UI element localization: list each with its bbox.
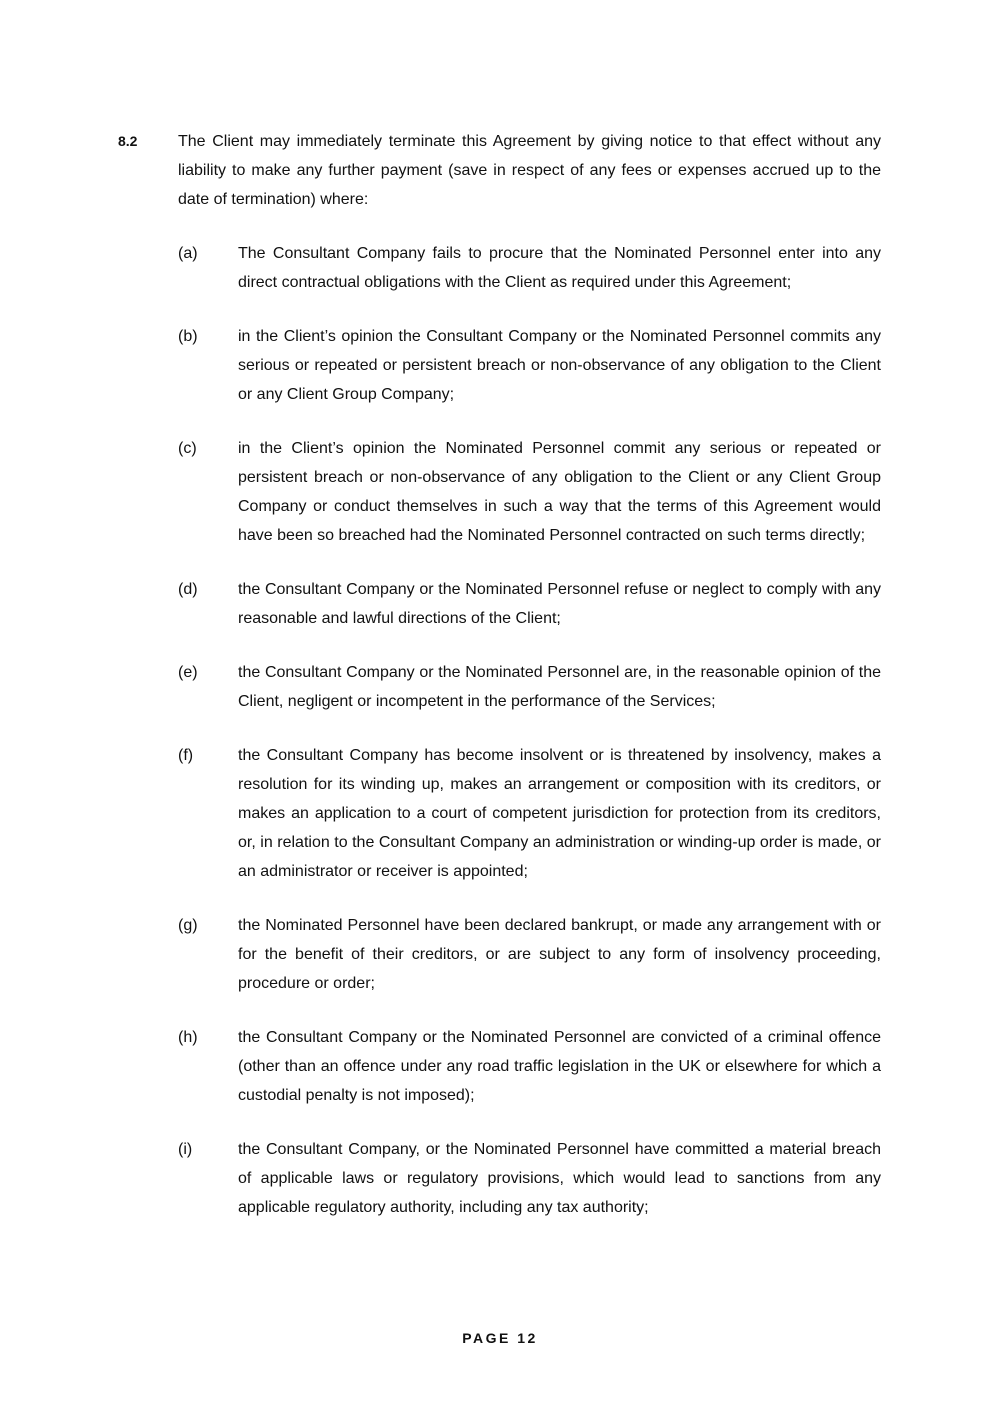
- item-label: (i): [178, 1141, 193, 1158]
- list-item: [178, 322, 881, 409]
- clause-lead-text: The Client may immediately terminate this Agreement by giving notice to that effect without any liability to make any further payment (save in respect of any fees or expenses accrued up to the date of termination) where:: [178, 133, 881, 208]
- item-text: The Consultant Company fails to procure that the Nominated Personnel enter into any direct contractual obligations with the Client as required under this Agreement;: [238, 245, 881, 291]
- page-number: PAGE 12: [462, 1330, 538, 1346]
- clause-items: [178, 239, 881, 1222]
- item-label: (d): [178, 581, 198, 598]
- item-label: (e): [178, 664, 198, 681]
- list-item: [178, 575, 881, 633]
- item-text: the Consultant Company has become insolvent or is threatened by insolvency, makes a resolution for its winding up, makes an arrangement or composition with its creditors, or makes an application to a court of competent jurisdiction for protection from its creditors, or, in relation to the Consultant Company an administration or winding-up order is made, or an administrator or receiver is appointed;: [238, 747, 881, 880]
- item-label: (h): [178, 1029, 198, 1046]
- list-item: [178, 239, 881, 297]
- item-text: the Consultant Company or the Nominated Personnel are convicted of a criminal offence (other than an offence under any road traffic legislation in the UK or elsewhere for which a custodial penalty is not imposed);: [238, 1029, 881, 1104]
- list-item: [178, 434, 881, 550]
- list-item: [178, 741, 881, 886]
- item-text: the Consultant Company or the Nominated Personnel are, in the reasonable opinion of the Client, negligent or incompetent in the performance of the Services;: [238, 664, 881, 710]
- list-item: [178, 1023, 881, 1110]
- clause-8-2: [118, 127, 881, 1247]
- clause-number: 8.2: [118, 133, 138, 149]
- item-text: the Consultant Company or the Nominated Personnel refuse or neglect to comply with any reasonable and lawful directions of the Client;: [238, 581, 881, 627]
- list-item: [178, 658, 881, 716]
- item-label: (a): [178, 245, 198, 262]
- item-text: in the Client’s opinion the Nominated Personnel commit any serious or repeated or persistent breach or non-observance of any obligation to the Client or any Client Group Company or conduct themselves in such a way that the terms of this Agreement would have been so breached had the Nominated Personnel contracted on such terms directly;: [238, 440, 881, 544]
- list-item: [178, 1135, 881, 1222]
- list-item: [178, 911, 881, 998]
- item-label: (g): [178, 917, 198, 934]
- item-label: (b): [178, 328, 198, 345]
- item-text: in the Client’s opinion the Consultant Company or the Nominated Personnel commits any serious or repeated or persistent breach or non-observance of any obligation to the Client or any Client Group Company;: [238, 328, 881, 403]
- item-text: the Nominated Personnel have been declared bankrupt, or made any arrangement with or for the benefit of their creditors, or are subject to any form of insolvency proceeding, procedure or order;: [238, 917, 881, 992]
- item-label: (c): [178, 440, 197, 457]
- item-label: (f): [178, 747, 194, 764]
- item-text: the Consultant Company, or the Nominated Personnel have committed a material breach of applicable laws or regulatory provisions, which would lead to sanctions from any applicable regulatory authority, including any tax authority;: [238, 1141, 881, 1216]
